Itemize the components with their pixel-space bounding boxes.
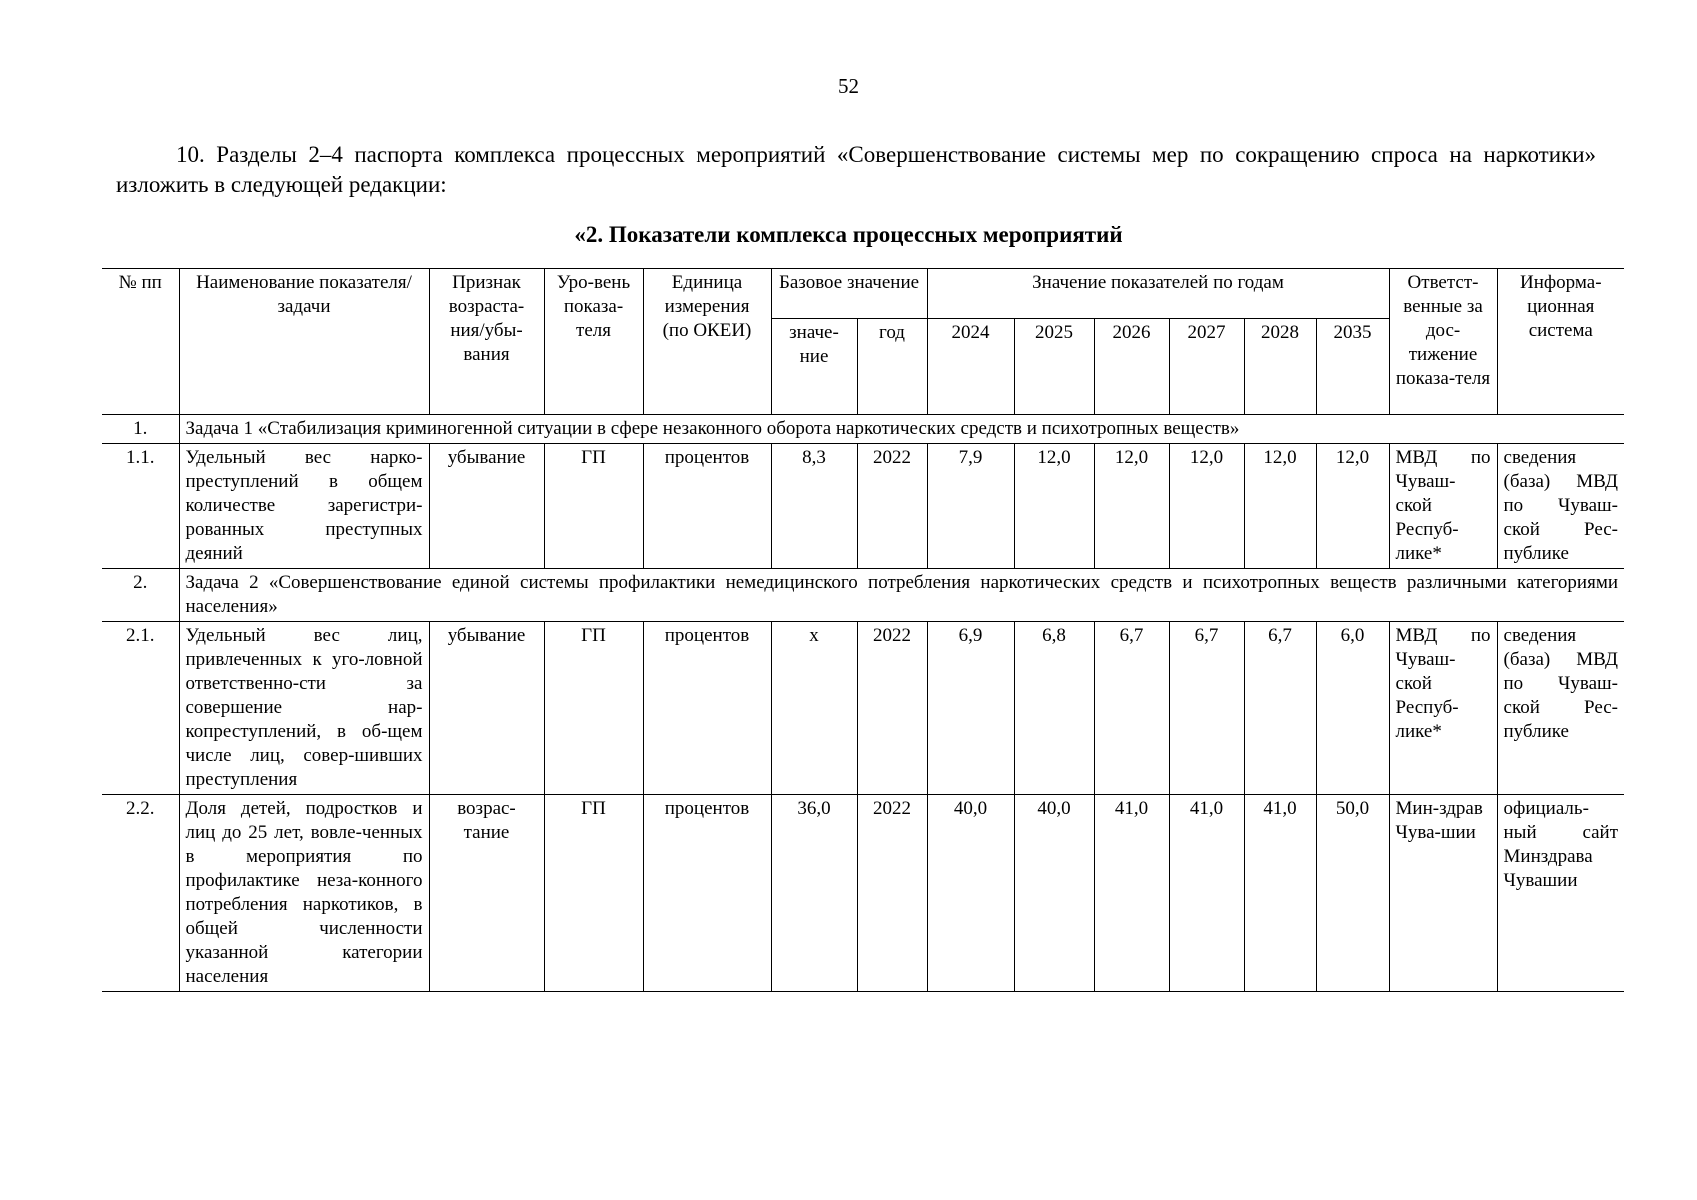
base-year: 2022 — [857, 795, 927, 992]
header-year: 2028 — [1244, 319, 1316, 415]
year-value: 12,0 — [1169, 444, 1244, 569]
header-year: 2035 — [1316, 319, 1389, 415]
indicator-name: Удельный вес лиц, привлеченных к уго-ловной ответственно-сти за совершение нар-копреступлений, в об-щем числе лиц, совер-шивших преступления — [179, 622, 429, 795]
table-row — [102, 795, 1624, 992]
responsible: МВД по Чуваш-ской Респуб-лике* — [1389, 444, 1497, 569]
year-value: 40,0 — [927, 795, 1014, 992]
page-number: 52 — [838, 74, 859, 98]
indicator-unit: процентов — [643, 444, 771, 569]
base-value: 36,0 — [771, 795, 857, 992]
year-value: 12,0 — [1244, 444, 1316, 569]
year-value: 6,7 — [1169, 622, 1244, 795]
row-num: 2.1. — [102, 622, 179, 795]
task-row — [102, 415, 1624, 444]
year-value: 41,0 — [1244, 795, 1316, 992]
task-text: Задача 1 «Стабилизация криминогенной ситуации в сфере незаконного оборота наркотических средств и психотропных веществ» — [179, 415, 1624, 444]
info-system: сведения (база) МВД по Чуваш-ской Рес-публике — [1497, 444, 1624, 569]
indicators-table — [102, 268, 1624, 992]
year-value: 41,0 — [1169, 795, 1244, 992]
year-value: 6,7 — [1094, 622, 1169, 795]
indicator-sign: убывание — [429, 622, 544, 795]
header-year: 2027 — [1169, 319, 1244, 415]
row-num: 1.1. — [102, 444, 179, 569]
header-responsible: Ответст-венные за дос-тижение показа-теля — [1389, 269, 1497, 415]
responsible: МВД по Чуваш-ской Респуб-лике* — [1389, 622, 1497, 795]
year-value: 12,0 — [1094, 444, 1169, 569]
base-value: х — [771, 622, 857, 795]
intro-paragraph: 10. Разделы 2–4 паспорта комплекса процессных мероприятий «Совершенствование системы мер по сокращению спроса на наркотики» изложить в следующей редакции: — [116, 142, 1596, 197]
task-num: 1. — [102, 415, 179, 444]
header-year: 2025 — [1014, 319, 1094, 415]
base-year: 2022 — [857, 444, 927, 569]
year-value: 12,0 — [1316, 444, 1389, 569]
responsible: Мин-здрав Чува-шии — [1389, 795, 1497, 992]
header-year: 2024 — [927, 319, 1014, 415]
year-value: 41,0 — [1094, 795, 1169, 992]
year-value: 40,0 — [1014, 795, 1094, 992]
indicator-level: ГП — [544, 444, 643, 569]
header-level: Уро-вень показа-теля — [544, 269, 643, 415]
year-value: 7,9 — [927, 444, 1014, 569]
base-year: 2022 — [857, 622, 927, 795]
info-system: официаль-ный сайт Минздрава Чувашии — [1497, 795, 1624, 992]
header-name: Наименование показателя/задачи — [179, 269, 429, 415]
row-num: 2.2. — [102, 795, 179, 992]
indicator-unit: процентов — [643, 795, 771, 992]
header-years-group: Значение показателей по годам — [927, 269, 1389, 319]
header-base: Базовое значение — [771, 269, 927, 319]
table-row — [102, 622, 1624, 795]
header-year: 2026 — [1094, 319, 1169, 415]
section-title: «2. Показатели комплекса процессных мероприятий — [574, 222, 1123, 247]
task-text: Задача 2 «Совершенствование единой системы профилактики немедицинского потребления наркотических средств и психотропных веществ различными категориями населения» — [179, 569, 1624, 622]
header-unit: Единица измерения (по ОКЕИ) — [643, 269, 771, 415]
indicator-level: ГП — [544, 622, 643, 795]
header-base-value: значе-ние — [771, 319, 857, 415]
year-value: 6,7 — [1244, 622, 1316, 795]
indicator-name: Удельный вес нарко-преступлений в общем количестве зарегистри-рованных преступных деяний — [179, 444, 429, 569]
base-value: 8,3 — [771, 444, 857, 569]
year-value: 6,9 — [927, 622, 1014, 795]
header-num: № пп — [102, 269, 179, 415]
task-num: 2. — [102, 569, 179, 622]
indicator-name: Доля детей, подростков и лиц до 25 лет, вовле-ченных в мероприятия по профилактике неза-конного потребления наркотиков, в общей численности указанной категории населения — [179, 795, 429, 992]
info-system: сведения (база) МВД по Чуваш-ской Рес-публике — [1497, 622, 1624, 795]
table-row — [102, 444, 1624, 569]
task-row — [102, 569, 1624, 622]
indicator-sign: возрас-тание — [429, 795, 544, 992]
year-value: 6,8 — [1014, 622, 1094, 795]
indicator-sign: убывание — [429, 444, 544, 569]
header-info-system: Информа-ционная система — [1497, 269, 1624, 415]
year-value: 50,0 — [1316, 795, 1389, 992]
year-value: 12,0 — [1014, 444, 1094, 569]
header-base-year: год — [857, 319, 927, 415]
indicator-level: ГП — [544, 795, 643, 992]
indicator-unit: процентов — [643, 622, 771, 795]
header-sign: Признак возраста-ния/убы-вания — [429, 269, 544, 415]
year-value: 6,0 — [1316, 622, 1389, 795]
